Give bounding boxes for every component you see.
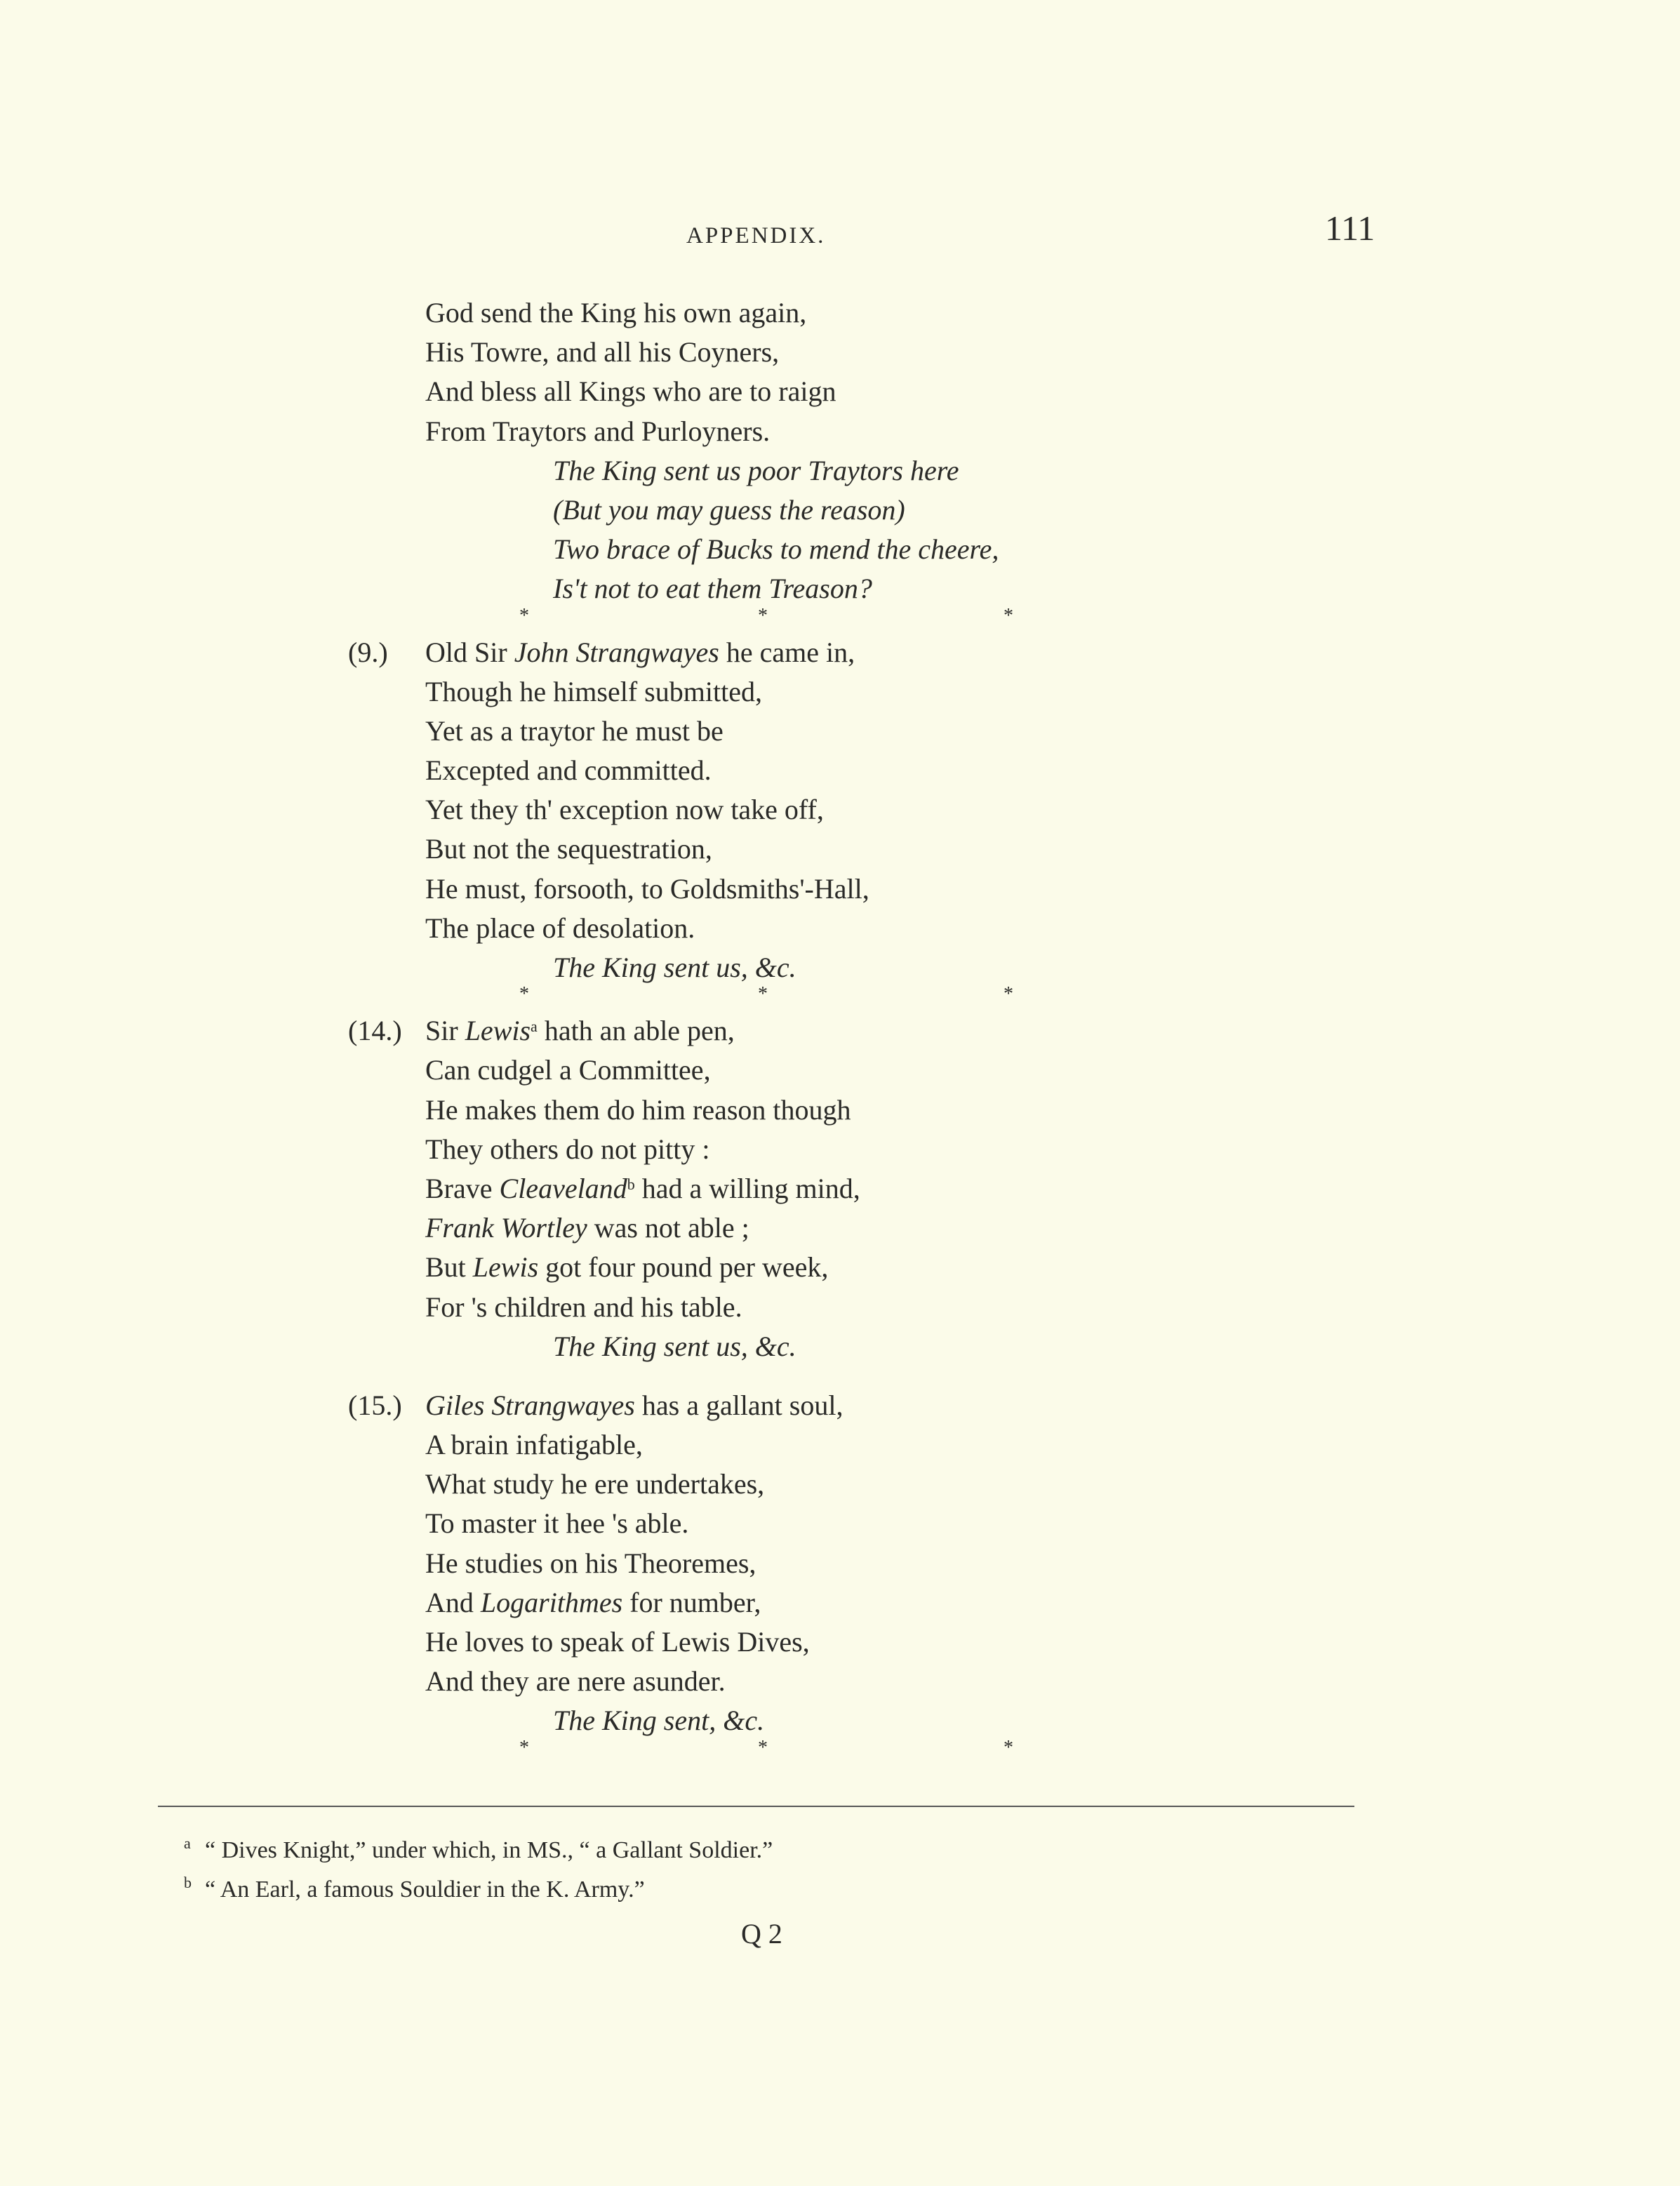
footnote-ref: b <box>627 1175 635 1193</box>
line-pre: Old Sir <box>425 636 514 668</box>
stanza-number: (15.) <box>348 1389 402 1421</box>
verse-line <box>0 1248 1680 1287</box>
star-ornament: * <box>758 604 768 627</box>
italic-name: Lewis <box>472 1251 539 1284</box>
line-text: He makes them do him reason though <box>425 1093 851 1126</box>
line-post: had a willing mind, <box>634 1172 860 1204</box>
star-ornament: * <box>519 1736 529 1759</box>
line-text <box>425 633 855 672</box>
line-text: And bless all Kings who are to raign <box>425 375 836 408</box>
star-ornament: * <box>1004 1736 1013 1759</box>
verse-line <box>0 333 1680 372</box>
verse-line <box>0 790 1680 829</box>
star-ornament: * <box>1004 983 1013 1006</box>
line-text: To master it hee 's able. <box>425 1507 689 1540</box>
signature-mark: Q 2 <box>741 1918 782 1950</box>
verse-line <box>0 751 1680 790</box>
refrain-line <box>0 1701 1680 1740</box>
line-pre: But <box>425 1251 473 1284</box>
line-text <box>425 1386 843 1425</box>
line-text: A brain infatigable, <box>425 1429 643 1461</box>
star-ornament: * <box>1004 604 1013 627</box>
verse-line <box>0 1386 1680 1425</box>
italic-name: Frank Wortley <box>425 1212 587 1244</box>
stanza-number: (14.) <box>348 1015 402 1047</box>
asterism <box>0 1736 1680 1765</box>
stanza-number: (9.) <box>348 636 388 668</box>
footnote-rule <box>158 1806 1354 1807</box>
footnote-ref: a <box>531 1018 538 1036</box>
line-text <box>425 1011 735 1051</box>
verse-line <box>0 372 1680 411</box>
star-ornament: * <box>758 983 768 1006</box>
line-post: got four pound per week, <box>538 1251 829 1284</box>
verse-line <box>0 1425 1680 1465</box>
verse-line <box>0 1465 1680 1504</box>
verse-line <box>0 829 1680 869</box>
italic-name: Cleaveland <box>499 1172 627 1204</box>
line-text <box>425 1169 860 1208</box>
line-text: Is't not to eat them Treason? <box>553 573 872 605</box>
footnote-text: “ Dives Knight,” under which, in MS., “ a Gallant Soldier.” <box>205 1837 773 1863</box>
line-pre: Brave <box>425 1172 500 1204</box>
line-text: God send the King his own again, <box>425 297 807 328</box>
line-text <box>425 1208 749 1248</box>
verse-line <box>0 633 1680 672</box>
line-text: The King sent, &c. <box>553 1705 765 1737</box>
verse-line <box>0 1208 1680 1248</box>
verse-line <box>0 672 1680 712</box>
verse-line <box>0 412 1680 451</box>
verse-line <box>0 293 1680 333</box>
refrain-line <box>0 530 1680 569</box>
italic-name: Giles Strangwayes <box>425 1389 635 1421</box>
verse-line <box>0 1091 1680 1130</box>
running-head: APPENDIX. <box>686 223 826 248</box>
line-text: (But you may guess the reason) <box>553 493 905 526</box>
verse-line <box>0 1130 1680 1169</box>
italic-name: Logarithmes <box>480 1586 623 1618</box>
refrain-line <box>0 1327 1680 1366</box>
line-post: for number, <box>622 1586 761 1618</box>
line-text: Yet they th' exception now take off, <box>425 794 824 826</box>
star-ornament: * <box>519 604 529 627</box>
poem-body <box>0 293 1680 1765</box>
asterism <box>0 604 1680 633</box>
line-text: His Towre, and all his Coyners, <box>425 336 780 368</box>
asterism <box>0 983 1680 1011</box>
line-text: Excepted and committed. <box>425 754 712 787</box>
line-text: He studies on his Theoremes, <box>425 1547 756 1579</box>
star-ornament: * <box>519 983 529 1006</box>
refrain-line <box>0 451 1680 491</box>
line-post: has a gallant soul, <box>634 1389 844 1421</box>
italic-name: John Strangwayes <box>514 636 719 668</box>
verse-line <box>0 1504 1680 1543</box>
verse-line <box>0 1011 1680 1051</box>
line-text <box>425 1248 828 1287</box>
verse-line <box>0 1583 1680 1622</box>
line-text: Yet as a traytor he must be <box>425 714 724 747</box>
line-pre: And <box>425 1586 481 1618</box>
line-text: The King sent us poor Traytors here <box>553 454 959 486</box>
line-text: And they are nere asunder. <box>425 1665 726 1698</box>
line-text: He must, forsooth, to Goldsmiths'-Hall, <box>425 872 869 905</box>
line-text: The place of desolation. <box>425 912 695 944</box>
line-text: For 's children and his table. <box>425 1291 742 1323</box>
line-text: The King sent us, &c. <box>553 952 796 983</box>
line-text: He loves to speak of Lewis Dives, <box>425 1626 810 1658</box>
verse-line <box>0 909 1680 948</box>
verse-line <box>0 1288 1680 1327</box>
refrain-line <box>0 491 1680 530</box>
verse-line <box>0 1662 1680 1701</box>
verse-line <box>0 869 1680 909</box>
footnote-mark: b <box>184 1874 192 1891</box>
line-text: They others do not pitty : <box>425 1133 710 1165</box>
line-text: Two brace of Bucks to mend the cheere, <box>553 533 999 566</box>
line-post: he came in, <box>719 636 855 668</box>
line-text: But not the sequestration, <box>425 833 712 865</box>
italic-name: Lewis <box>465 1015 531 1047</box>
verse-line <box>0 1544 1680 1583</box>
footnote-text: “ An Earl, a famous Souldier in the K. Army.” <box>205 1877 645 1902</box>
star-ornament: * <box>758 1736 768 1759</box>
verse-line <box>0 1622 1680 1662</box>
verse-line <box>0 712 1680 751</box>
line-pre: Sir <box>425 1015 465 1047</box>
refrain-line <box>0 948 1680 987</box>
line-text: What study he ere undertakes, <box>425 1468 765 1500</box>
line-post: hath an able pen, <box>537 1015 735 1047</box>
verse-line <box>0 1051 1680 1090</box>
line-text: Can cudgel a Committee, <box>425 1054 711 1086</box>
refrain-line <box>0 569 1680 608</box>
line-text: The King sent us, &c. <box>553 1330 796 1362</box>
line-text: Though he himself submitted, <box>425 675 762 707</box>
verse-line <box>0 1169 1680 1208</box>
line-post: was not able ; <box>587 1212 749 1244</box>
footnote-mark: a <box>184 1834 191 1852</box>
line-text: From Traytors and Purloyners. <box>425 415 771 447</box>
line-text <box>425 1583 761 1622</box>
page-number: 111 <box>1325 208 1375 248</box>
